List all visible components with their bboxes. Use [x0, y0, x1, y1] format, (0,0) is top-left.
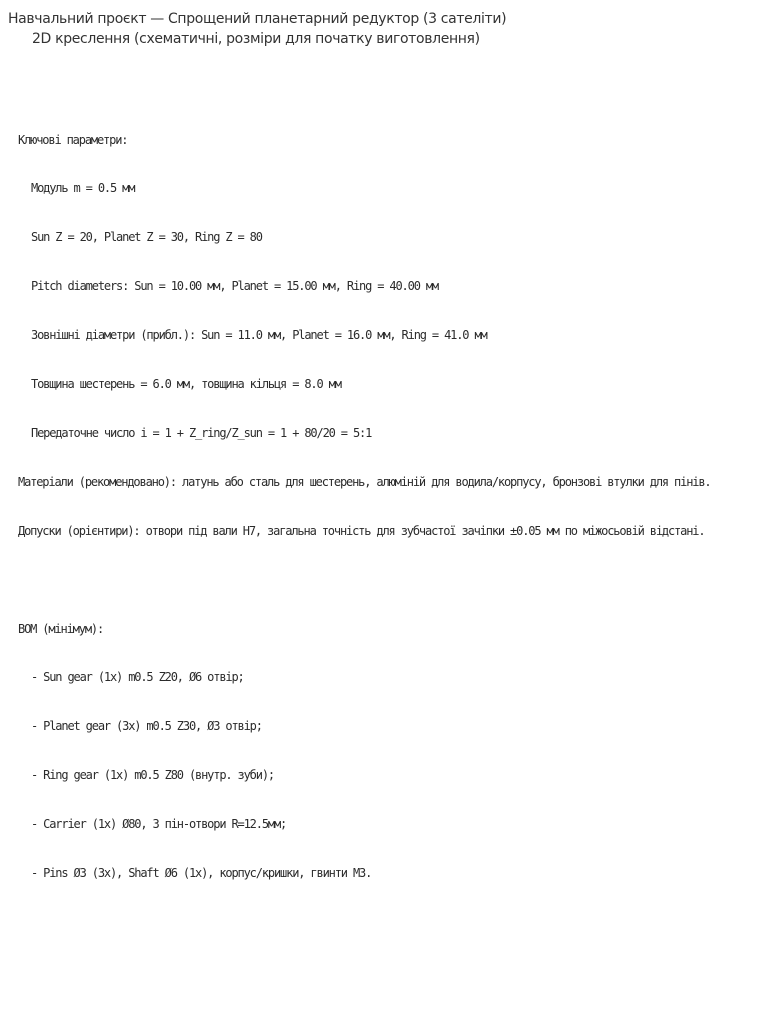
bom-item-carrier: - Carrier (1x) Ø80, 3 пін-отвори R=12.5мм;	[31, 817, 287, 832]
bom-item-pins-shaft: - Pins Ø3 (3x), Shaft Ø6 (1x), корпус/кришки, гвинти М3.	[31, 865, 372, 880]
params-heading: Ключові параметри:	[18, 132, 128, 147]
bom-item-ring-gear: - Ring gear (1x) m0.5 Z80 (внутр. зуби);	[31, 768, 274, 783]
bom-item-sun-gear: - Sun gear (1x) m0.5 Z20, Ø6 отвір;	[31, 670, 244, 685]
param-pitch-diameters: Pitch diameters: Sun = 10.00 мм, Planet = 15.00 мм, Ring = 40.00 мм	[31, 279, 438, 294]
title-line-sub: 2D креслення (схематичні, розміри для початку виготовлення)	[32, 31, 480, 47]
materials-note: Матеріали (рекомендовано): латунь або сталь для шестерень, алюміній для водила/корпусу, бронзові втулки для пінів.	[18, 474, 711, 489]
bom-heading: BOM (мінімум):	[18, 621, 104, 636]
title-line-main: Навчальний проєкт — Спрощений планетарний редуктор (3 сателіти)	[8, 11, 507, 27]
param-outer-diameters: Зовнішні діаметри (прибл.): Sun = 11.0 мм, Planet = 16.0 мм, Ring = 41.0 мм	[31, 328, 487, 343]
spacer	[18, 572, 711, 588]
bom-item-planet-gear: - Planet gear (3x) m0.5 Z30, Ø3 отвір;	[31, 719, 262, 734]
drawing-title	[8, 9, 506, 49]
spec-notes	[18, 99, 711, 898]
param-module: Модуль m = 0.5 мм	[31, 181, 135, 196]
param-teeth: Sun Z = 20, Planet Z = 30, Ring Z = 80	[31, 230, 262, 245]
param-thickness: Товщина шестерень = 6.0 мм, товщина кільця = 8.0 мм	[31, 377, 341, 392]
tolerances-note: Допуски (орієнтири): отвори під вали H7, загальна точність для зубчастої зачіпки ±0.05 мм по міжосьовій відстані.	[18, 523, 705, 538]
param-gear-ratio: Передаточне число i = 1 + Z_ring/Z_sun = 1 + 80/20 = 5:1	[31, 425, 372, 440]
